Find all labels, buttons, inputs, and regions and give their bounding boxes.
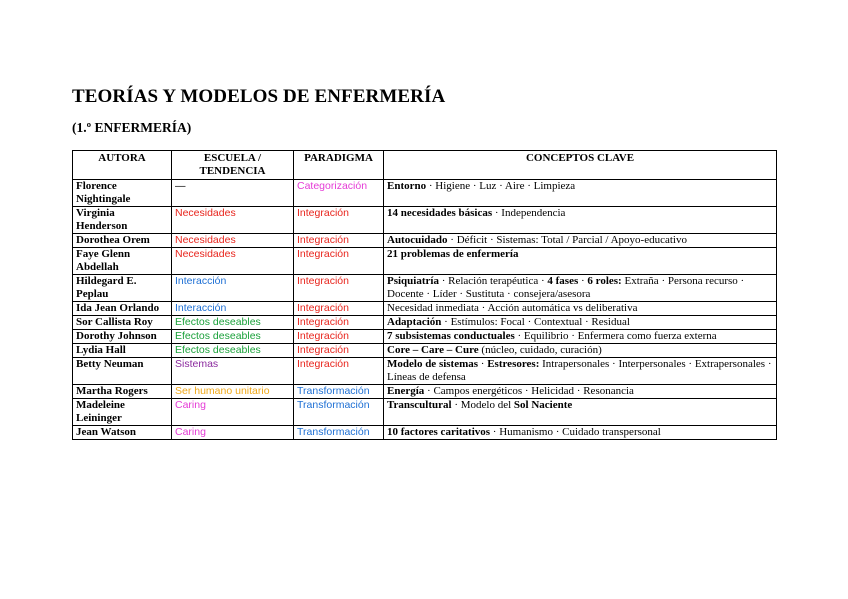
table-row [73,426,777,440]
table-row [73,385,777,399]
cell-conceptos [384,207,777,234]
table-row [73,180,777,207]
concept-text: · Modelo del [451,399,514,411]
cell-escuela: Caring [172,399,294,426]
cell-paradigma: Integración [294,344,384,358]
concept-text: Extraña · Persona recurso · Docente · Líder · Sustituta · consejera/asesora [387,275,745,300]
cell-paradigma: Integración [294,234,384,248]
concept-text: · Independencia [492,207,566,219]
cell-escuela: Efectos deseables [172,344,294,358]
cell-escuela: Sistemas [172,358,294,385]
cell-conceptos [384,234,777,248]
cell-autora: Madeleine Leininger [73,399,172,426]
header-conceptos: CONCEPTOS CLAVE [384,151,777,180]
table-row [73,399,777,426]
cell-paradigma: Integración [294,248,384,275]
concept-text: · Relación terapéutica · [438,275,548,287]
cell-autora: Sor Callista Roy [73,316,172,330]
concept-text: (núcleo, cuidado, curación) [478,344,602,356]
concept-key-term: Modelo de sistemas [387,358,479,370]
cell-autora: Lydia Hall [73,344,172,358]
concept-key-term: Autocuidado [387,234,448,246]
header-autora: AUTORA [73,151,172,180]
theories-table [72,150,777,440]
cell-conceptos [384,399,777,426]
cell-paradigma: Integración [294,302,384,316]
table-row [73,344,777,358]
cell-paradigma: Transformación [294,399,384,426]
cell-escuela: Interacción [172,275,294,302]
cell-conceptos [384,385,777,399]
table-row [73,358,777,385]
cell-autora: Betty Neuman [73,358,172,385]
cell-conceptos [384,275,777,302]
cell-conceptos [384,330,777,344]
concept-key-term: 21 problemas de enfermería [387,248,519,260]
concept-text: · [478,358,488,370]
cell-autora: Dorothy Johnson [73,330,172,344]
table-header-row [73,151,777,180]
concept-text: · Higiene · Luz · Aire · Limpieza [426,180,576,192]
concept-key-term: Core – Care – Cure [387,344,479,356]
cell-escuela: Ser humano unitario [172,385,294,399]
concept-key-term: Estresores: [487,358,540,370]
page-title: TEORÍAS Y MODELOS DE ENFERMERÍA [72,86,446,107]
cell-escuela: Caring [172,426,294,440]
cell-paradigma: Categorización [294,180,384,207]
table-row [73,330,777,344]
concept-key-term: Sol Naciente [513,399,573,411]
cell-paradigma: Transformación [294,426,384,440]
table-row [73,316,777,330]
table-row [73,234,777,248]
concept-key-term: 4 fases [547,275,579,287]
concept-key-term: 7 subsistemas conductuales [387,330,515,342]
cell-escuela: Necesidades [172,207,294,234]
concept-key-term: Adaptación [387,316,442,328]
concept-key-term: 6 roles: [587,275,622,287]
concept-text: · Humanismo · Cuidado transpersonal [490,426,661,438]
table-row [73,207,777,234]
header-escuela: ESCUELA / TENDENCIA [172,151,294,180]
cell-paradigma: Transformación [294,385,384,399]
cell-escuela: Necesidades [172,234,294,248]
table-row [73,302,777,316]
cell-paradigma: Integración [294,358,384,385]
cell-autora: Dorothea Orem [73,234,172,248]
concept-key-term: Entorno [387,180,427,192]
cell-conceptos [384,316,777,330]
cell-escuela: Efectos deseables [172,316,294,330]
cell-autora: Martha Rogers [73,385,172,399]
cell-paradigma: Integración [294,207,384,234]
table-row [73,248,777,275]
cell-escuela: Interacción [172,302,294,316]
cell-autora: Virginia Henderson [73,207,172,234]
cell-autora: Florence Nightingale [73,180,172,207]
cell-conceptos [384,302,777,316]
cell-conceptos [384,344,777,358]
concept-key-term: 14 necesidades básicas [387,207,493,219]
cell-autora: Faye Glenn Abdellah [73,248,172,275]
header-paradigma: PARADIGMA [294,151,384,180]
concept-text: · Campos energéticos · Helicidad · Resonancia [424,385,634,397]
concept-key-term: Energía [387,385,425,397]
page-subtitle: (1.º ENFERMERÍA) [72,120,192,135]
concept-key-term: 10 factores caritativos [387,426,491,438]
table-row [73,275,777,302]
cell-escuela: — [172,180,294,207]
cell-paradigma: Integración [294,316,384,330]
cell-conceptos [384,248,777,275]
cell-paradigma: Integración [294,275,384,302]
cell-conceptos [384,426,777,440]
table-body [73,180,777,440]
concept-text: · Equilibrio · Enfermera como fuerza externa [514,330,717,342]
concept-key-term: Transcultural [387,399,452,411]
cell-escuela: Efectos deseables [172,330,294,344]
cell-conceptos [384,180,777,207]
concept-key-term: Psiquiatría [387,275,439,287]
cell-escuela: Necesidades [172,248,294,275]
concept-text: · Déficit · Sistemas: Total / Parcial / Apoyo-educativo [447,234,687,246]
cell-autora: Jean Watson [73,426,172,440]
concept-text: Intrapersonales · Interpersonales · Extrapersonales · Líneas de defensa [387,358,772,383]
concept-text: · Estímulos: Focal · Contextual · Residual [441,316,630,328]
concept-text: · [578,275,588,287]
cell-autora: Hildegard E. Peplau [73,275,172,302]
cell-paradigma: Integración [294,330,384,344]
cell-conceptos [384,358,777,385]
cell-autora: Ida Jean Orlando [73,302,172,316]
concept-text: Necesidad inmediata · Acción automática vs deliberativa [387,302,638,314]
